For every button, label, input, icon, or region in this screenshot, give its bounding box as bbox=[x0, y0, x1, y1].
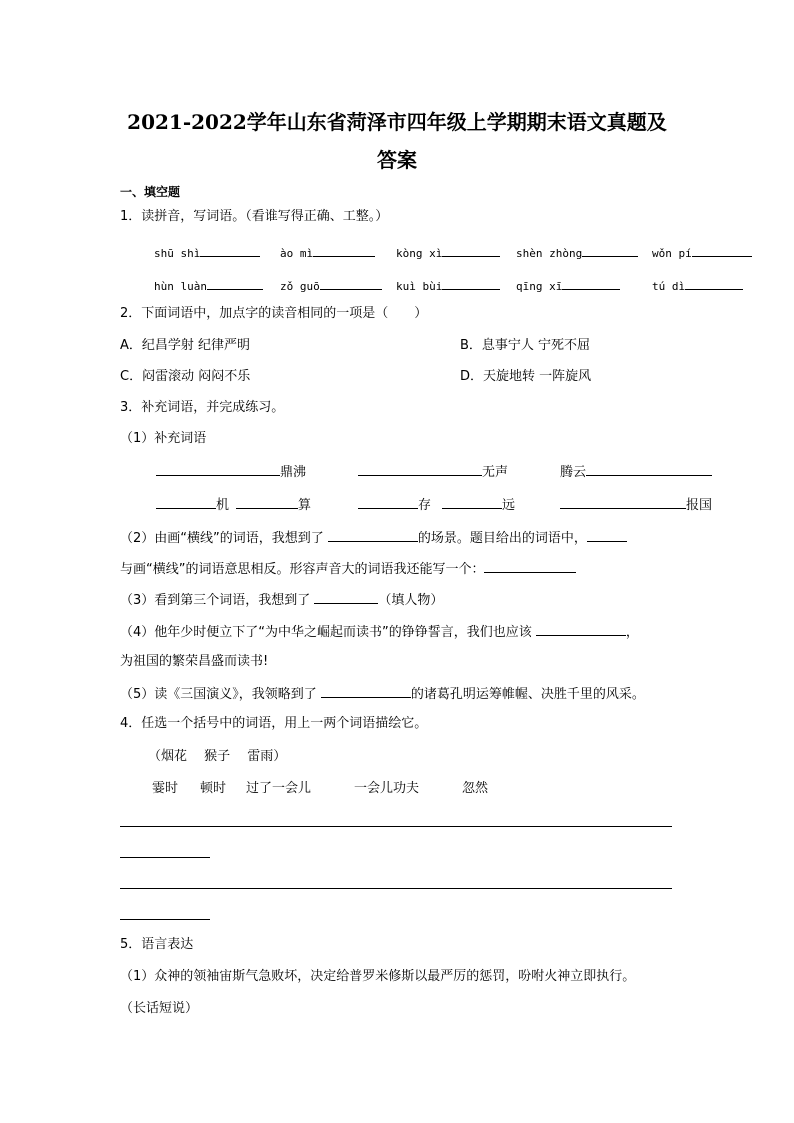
q4-word-5: 忽然 bbox=[462, 781, 489, 796]
q3-word-6: 存 bbox=[358, 496, 431, 514]
doc-title-line2: 答案 bbox=[377, 148, 417, 172]
q1-pinyin-9: qīng xī bbox=[516, 277, 620, 295]
q3-prompt: 3．补充词语，并完成练习。 bbox=[120, 400, 285, 415]
q2-option-b: B．息事宁人 宁死不屈 bbox=[460, 338, 591, 353]
q3-sub1: （1）补充词语 bbox=[120, 431, 207, 446]
q2-option-a: A．纪昌学射 纪律严明 bbox=[120, 338, 251, 353]
q4-word-2: 顿时 bbox=[200, 781, 227, 796]
q1-prompt: 1．读拼音，写词语。（看谁写得正确、工整。） bbox=[120, 209, 389, 224]
q4-choices: （烟花 猴子 雷雨） bbox=[148, 749, 287, 764]
q4-word-4: 一会儿功夫 bbox=[354, 781, 420, 796]
q4-word-3: 过了一会儿 bbox=[246, 781, 312, 796]
q3-sub5: （5）读《三国演义》，我领略到了 的诸葛孔明运筹帷幄、决胜千里的风采。 bbox=[120, 687, 645, 702]
q3-word-3: 腾云 bbox=[560, 463, 712, 481]
q1-pinyin-10: tú dì bbox=[652, 277, 743, 295]
q3-word-2: 无声 bbox=[358, 463, 508, 481]
q3-word-1: 鼎沸 bbox=[156, 463, 306, 481]
q1-pinyin-3: kòng xì bbox=[396, 244, 500, 262]
q2-option-d: D．天旋地转 一阵旋风 bbox=[460, 369, 592, 384]
q3-word-8: 报国 bbox=[560, 496, 712, 514]
answer-line bbox=[120, 826, 672, 827]
q1-pinyin-4: shèn zhòng bbox=[516, 244, 638, 262]
q3-sub3: （3）看到第三个词语，我想到了 （填人物） bbox=[120, 593, 444, 608]
q3-sub2-line2: 与画“横线”的词语意思相反。形容声音大的词语我还能写一个： bbox=[120, 560, 576, 578]
doc-title-line1: 2021-2022学年山东省菏泽市四年级上学期期末语文真题及 bbox=[127, 110, 667, 134]
answer-line bbox=[120, 888, 672, 889]
q5-sub1-note: （长话短说） bbox=[120, 1001, 199, 1016]
q1-pinyin-7: zǒ guō bbox=[280, 277, 382, 295]
q4-prompt: 4．任选一个括号中的词语，用上一两个词语描绘它。 bbox=[120, 716, 428, 731]
q3-sub4-line2: 为祖国的繁荣昌盛而读书! bbox=[120, 654, 269, 669]
q1-pinyin-6: hùn luàn bbox=[154, 277, 263, 295]
q3-word-4: 机 bbox=[156, 496, 229, 514]
answer-line bbox=[120, 857, 210, 858]
q1-pinyin-1: shū shì bbox=[154, 244, 260, 262]
section-heading: 一、填空题 bbox=[120, 185, 181, 199]
q2-prompt: 2．下面词语中，加点字的读音相同的一项是（ ） bbox=[120, 306, 428, 321]
q2-option-c: C．闷雷滚动 闷闷不乐 bbox=[120, 369, 251, 384]
q3-word-5: 算 bbox=[236, 496, 311, 514]
q4-word-1: 霎时 bbox=[152, 781, 179, 796]
q1-pinyin-8: kuì bùi bbox=[396, 277, 500, 295]
q5-sub1: （1）众神的领袖宙斯气急败坏，决定给普罗米修斯以最严厉的惩罚，吩咐火神立即执行。 bbox=[120, 969, 636, 984]
answer-line bbox=[120, 919, 210, 920]
q3-sub2-line1: （2）由画“横线”的词语，我想到了 的场景。题目给出的词语中， bbox=[120, 529, 627, 547]
q5-prompt: 5．语言表达 bbox=[120, 937, 194, 952]
q1-pinyin-5: wǒn pí bbox=[652, 244, 752, 262]
q1-pinyin-2: ào mì bbox=[280, 244, 375, 262]
q3-word-7: 远 bbox=[442, 496, 515, 514]
q3-sub4-line1: （4）他年少时便立下了“为中华之崛起而读书”的铮铮誓言，我们也应该 ， bbox=[120, 625, 639, 640]
